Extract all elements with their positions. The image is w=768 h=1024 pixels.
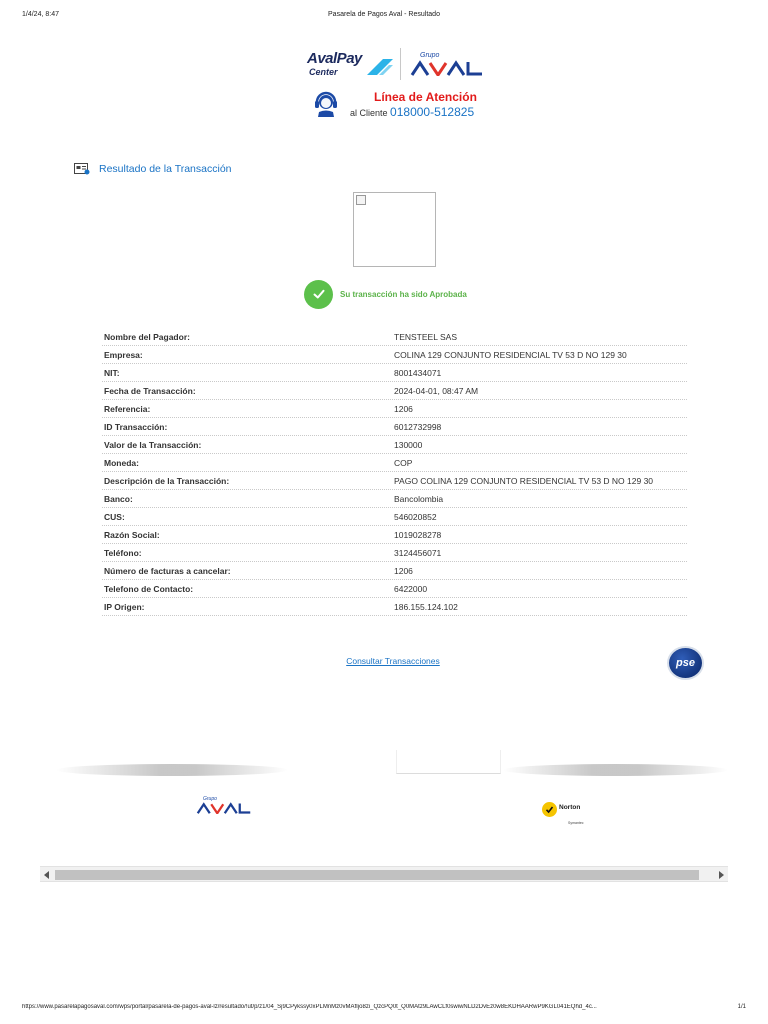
detail-value: 130000 — [394, 440, 423, 450]
print-date: 1/4/24, 8:47 — [22, 11, 59, 18]
headset-agent-icon — [312, 90, 340, 118]
detail-value: 6012732998 — [394, 422, 442, 432]
detail-row — [102, 400, 687, 418]
detail-label: CUS: — [104, 512, 125, 522]
grupo-aval-grupo-text: Grupo — [420, 52, 440, 59]
avalpay-logo-word: AvalPay — [307, 50, 362, 67]
scrollbar-thumb[interactable] — [55, 870, 699, 880]
broken-image-placeholder — [353, 192, 436, 267]
detail-row — [102, 364, 687, 382]
detail-row — [102, 526, 687, 544]
detail-row — [102, 490, 687, 508]
detail-label: Moneda: — [104, 458, 139, 468]
support-subtitle — [350, 105, 474, 119]
detail-value: 3124456071 — [394, 548, 442, 558]
section-title: Resultado de la Transacción — [99, 163, 232, 175]
section-header — [74, 161, 232, 177]
detail-value: Bancolombia — [394, 494, 444, 504]
detail-label: Valor de la Transacción: — [104, 440, 202, 450]
detail-label: NIT: — [104, 368, 120, 378]
print-page-number: 1/1 — [737, 1004, 746, 1010]
support-title: Línea de Atención — [374, 90, 477, 104]
detail-row — [102, 418, 687, 436]
detail-value: 6422000 — [394, 584, 428, 594]
approved-check-icon — [304, 280, 333, 309]
detail-label: Fecha de Transacción: — [104, 386, 196, 396]
detail-label: Razón Social: — [104, 530, 160, 540]
print-title: Pasarela de Pagos Aval - Resultado — [328, 11, 440, 18]
norton-secured-seal[interactable] — [542, 802, 588, 826]
detail-value: 2024-04-01, 08:47 AM — [394, 386, 479, 396]
print-header — [22, 11, 746, 23]
detail-label: Nombre del Pagador: — [104, 332, 190, 342]
detail-value: 546020852 — [394, 512, 437, 522]
detail-value: 1206 — [394, 566, 413, 576]
detail-value: 186.155.124.102 — [394, 602, 458, 612]
status-message: Su transacción ha sido Aprobada — [340, 289, 467, 299]
detail-row — [102, 580, 687, 598]
footer-shadow-left — [56, 764, 288, 776]
detail-label: IP Origen: — [104, 602, 145, 612]
avalpay-logo-sub: Center — [309, 67, 338, 77]
detail-row — [102, 328, 687, 346]
detail-label: Banco: — [104, 494, 133, 504]
detail-label: Teléfono: — [104, 548, 142, 558]
footer-grupo-aval-logo — [195, 796, 255, 816]
detail-row — [102, 382, 687, 400]
footer-aval-wordmark-icon — [195, 802, 253, 814]
avalpay-swoosh-icon — [365, 55, 395, 77]
detail-value: 1019028278 — [394, 530, 442, 540]
detail-label: Descripción de la Transacción: — [104, 476, 230, 486]
detail-label: Empresa: — [104, 350, 143, 360]
detail-label: ID Transacción: — [104, 422, 168, 432]
detail-value: COP — [394, 458, 413, 468]
receipt-card-icon — [74, 163, 90, 175]
detail-row — [102, 544, 687, 562]
support-prefix: al Cliente — [350, 108, 388, 118]
detail-row — [102, 346, 687, 364]
scroll-left-arrow-icon[interactable] — [42, 870, 52, 880]
detail-value: COLINA 129 CONJUNTO RESIDENCIAL TV 53 D NO 129 30 — [394, 350, 627, 360]
detail-label: Telefono de Contacto: — [104, 584, 194, 594]
detail-row — [102, 598, 687, 616]
header-logos — [0, 44, 768, 84]
detail-value: 1206 — [394, 404, 413, 414]
detail-label: Número de facturas a cancelar: — [104, 566, 231, 576]
print-footer — [22, 1004, 746, 1014]
support-phone: 018000-512825 — [390, 105, 475, 119]
aval-wordmark-icon — [410, 60, 484, 76]
footer-center-tab — [396, 750, 501, 774]
grupo-aval-logo — [410, 50, 486, 80]
pse-logo — [667, 646, 704, 680]
detail-row — [102, 562, 687, 580]
detail-value: 8001434071 — [394, 368, 442, 378]
detail-row — [102, 454, 687, 472]
avalpay-center-logo — [307, 50, 393, 80]
pse-logo-text: pse — [676, 657, 695, 669]
scroll-right-arrow-icon[interactable] — [716, 870, 726, 880]
horizontal-scrollbar[interactable] — [40, 866, 728, 882]
transaction-status — [304, 279, 467, 309]
logo-divider — [400, 48, 401, 80]
detail-value: TENSTEEL SAS — [394, 332, 457, 342]
norton-check-icon — [542, 802, 557, 817]
footer-shadow-right — [503, 764, 728, 776]
detail-value: PAGO COLINA 129 CONJUNTO RESIDENCIAL TV 53 D NO 129 30 — [394, 476, 654, 486]
detail-row — [102, 472, 687, 490]
broken-image-icon — [356, 195, 366, 205]
consult-transactions-link[interactable]: Consultar Transacciones — [346, 656, 440, 666]
detail-row — [102, 436, 687, 454]
customer-support-line — [310, 88, 490, 120]
norton-symantec-text: Symantec — [568, 821, 584, 825]
detail-row — [102, 508, 687, 526]
norton-text: Norton — [559, 804, 581, 811]
detail-label: Referencia: — [104, 404, 151, 414]
print-url: https://www.pasarelapagosaval.com/wps/portal/pasarela-de-pagos-aval-lz/resultado/!ut/p/z1/04_Sj9CPykssy0xPLMnMz0vMAfIjo8zi_QzcPQ0t_Q0MAtz9LAwCLf0swiwNLD2DvEz0w8EKDHAARwP9KGL041EQhd_4c... — [22, 1004, 597, 1010]
footer-grupo-text: Grupo — [203, 796, 217, 802]
transaction-details-table — [102, 328, 687, 616]
